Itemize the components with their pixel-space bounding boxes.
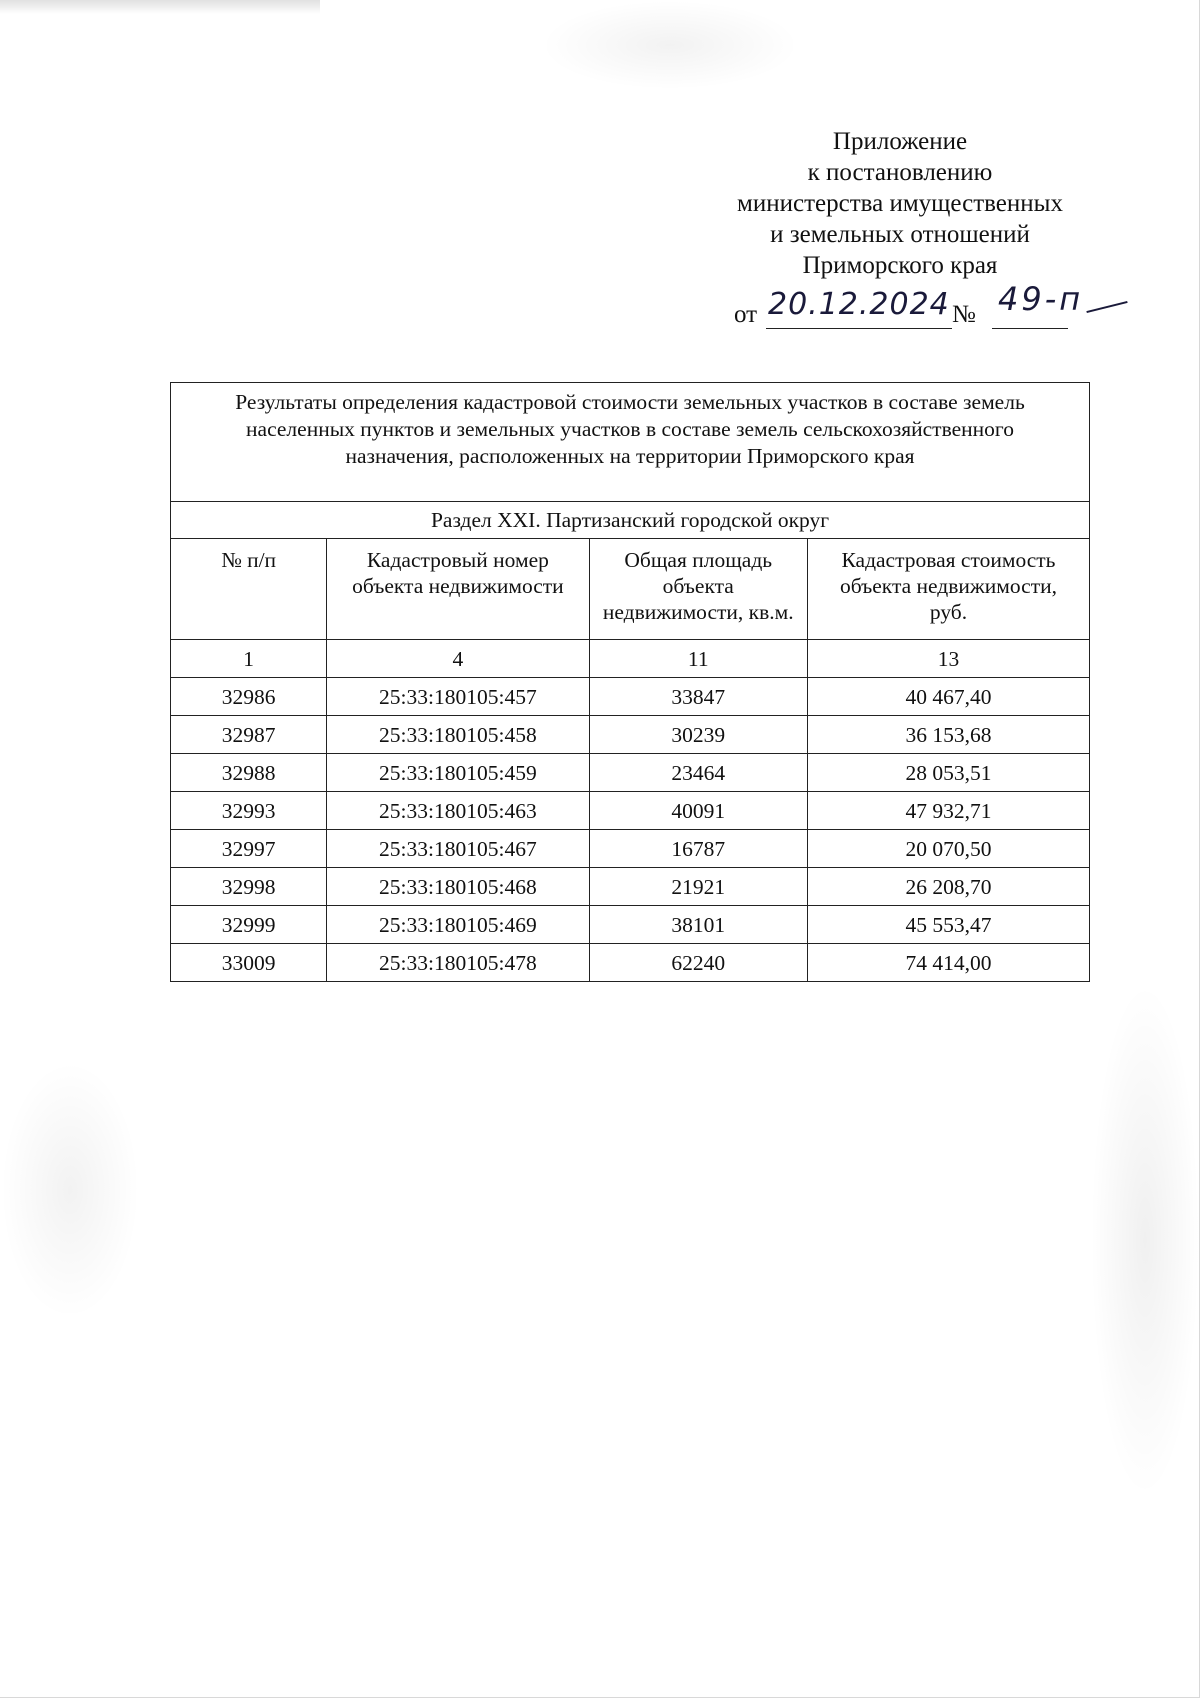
table-row [171, 754, 1090, 792]
row-number: 32988 [171, 754, 327, 792]
column-number: 13 [807, 640, 1089, 678]
handwritten-date: 20.12.2024 [768, 287, 950, 322]
cadastral-number: 25:33:180105:459 [327, 754, 589, 792]
resolution-number-field [992, 280, 1084, 329]
cadastral-value: 28 053,51 [807, 754, 1089, 792]
caption-line: назначения, расположенных на территории Приморского края [345, 444, 915, 468]
cadastral-number: 25:33:180105:469 [327, 906, 589, 944]
cadastral-value: 74 414,00 [807, 944, 1089, 982]
cadastral-value: 36 153,68 [807, 716, 1089, 754]
scan-shadow [0, 0, 320, 14]
total-area: 33847 [589, 678, 807, 716]
cadastral-value-table [170, 382, 1090, 982]
total-area: 40091 [589, 792, 807, 830]
appendix-line: Приморского края [802, 252, 998, 279]
cadastral-number: 25:33:180105:457 [327, 678, 589, 716]
header-line: руб. [929, 600, 968, 624]
number-sign: № [952, 301, 976, 328]
appendix-line: министерства имущественных [737, 190, 1063, 217]
cadastral-number: 25:33:180105:468 [327, 868, 589, 906]
cadastral-value: 26 208,70 [807, 868, 1089, 906]
header-cadastral-number [327, 539, 589, 640]
scan-speckle [540, 0, 800, 90]
total-area: 16787 [589, 830, 807, 868]
row-number: 32998 [171, 868, 327, 906]
header-line: Кадастровая стоимость [841, 548, 1056, 572]
header-line: № п/п [221, 548, 277, 572]
cadastral-value: 20 070,50 [807, 830, 1089, 868]
row-number: 32987 [171, 716, 327, 754]
column-number: 1 [171, 640, 327, 678]
header-line: Кадастровый номер [366, 548, 549, 572]
column-number: 4 [327, 640, 589, 678]
header-row-number [171, 539, 327, 640]
cadastral-number: 25:33:180105:478 [327, 944, 589, 982]
header-row [171, 539, 1090, 640]
table-row [171, 716, 1090, 754]
appendix-line: и земельных отношений [770, 221, 1030, 248]
table-row [171, 906, 1090, 944]
row-number: 32999 [171, 906, 327, 944]
cadastral-value: 45 553,47 [807, 906, 1089, 944]
cadastral-value: 40 467,40 [807, 678, 1089, 716]
column-number-row [171, 640, 1090, 678]
row-number: 33009 [171, 944, 327, 982]
row-number: 32997 [171, 830, 327, 868]
cadastral-number: 25:33:180105:463 [327, 792, 589, 830]
table-row [171, 830, 1090, 868]
table-caption [171, 383, 1090, 502]
cadastral-number: 25:33:180105:467 [327, 830, 589, 868]
table-row [171, 792, 1090, 830]
resolution-date-line [734, 280, 1134, 334]
header-line: Общая площадь [624, 548, 773, 572]
row-number: 32986 [171, 678, 327, 716]
caption-line: населенных пунктов и земельных участков в составе земель сельскохозяйственного [246, 417, 1014, 441]
header-line: объекта недвижимости [352, 574, 564, 598]
header-cadastral-value [807, 539, 1089, 640]
handwritten-number: 49-п [998, 280, 1084, 318]
column-number: 11 [589, 640, 807, 678]
appendix-line: к постановлению [807, 159, 993, 186]
total-area: 23464 [589, 754, 807, 792]
resolution-date-field [766, 287, 952, 329]
table-caption-row [171, 383, 1090, 502]
caption-line: Результаты определения кадастровой стоимости земельных участков в составе земель [235, 390, 1025, 414]
total-area: 21921 [589, 868, 807, 906]
total-area: 38101 [589, 906, 807, 944]
appendix-header [700, 126, 1100, 281]
table-row [171, 944, 1090, 982]
header-line: недвижимости, кв.м. [602, 600, 794, 624]
cadastral-number: 25:33:180105:458 [327, 716, 589, 754]
total-area: 62240 [589, 944, 807, 982]
scan-speckle [1090, 980, 1200, 1500]
cadastral-value: 47 932,71 [807, 792, 1089, 830]
from-label: от [734, 301, 758, 328]
header-line: объекта [662, 574, 734, 598]
section-title: Раздел XXI. Партизанский городской округ [171, 502, 1090, 539]
header-line: объекта недвижимости, [839, 574, 1057, 598]
table-row [171, 868, 1090, 906]
scan-speckle [0, 1060, 140, 1320]
row-number: 32993 [171, 792, 327, 830]
total-area: 30239 [589, 716, 807, 754]
table-row [171, 678, 1090, 716]
section-row [171, 502, 1090, 539]
appendix-line: Приложение [832, 128, 968, 155]
header-total-area [589, 539, 807, 640]
